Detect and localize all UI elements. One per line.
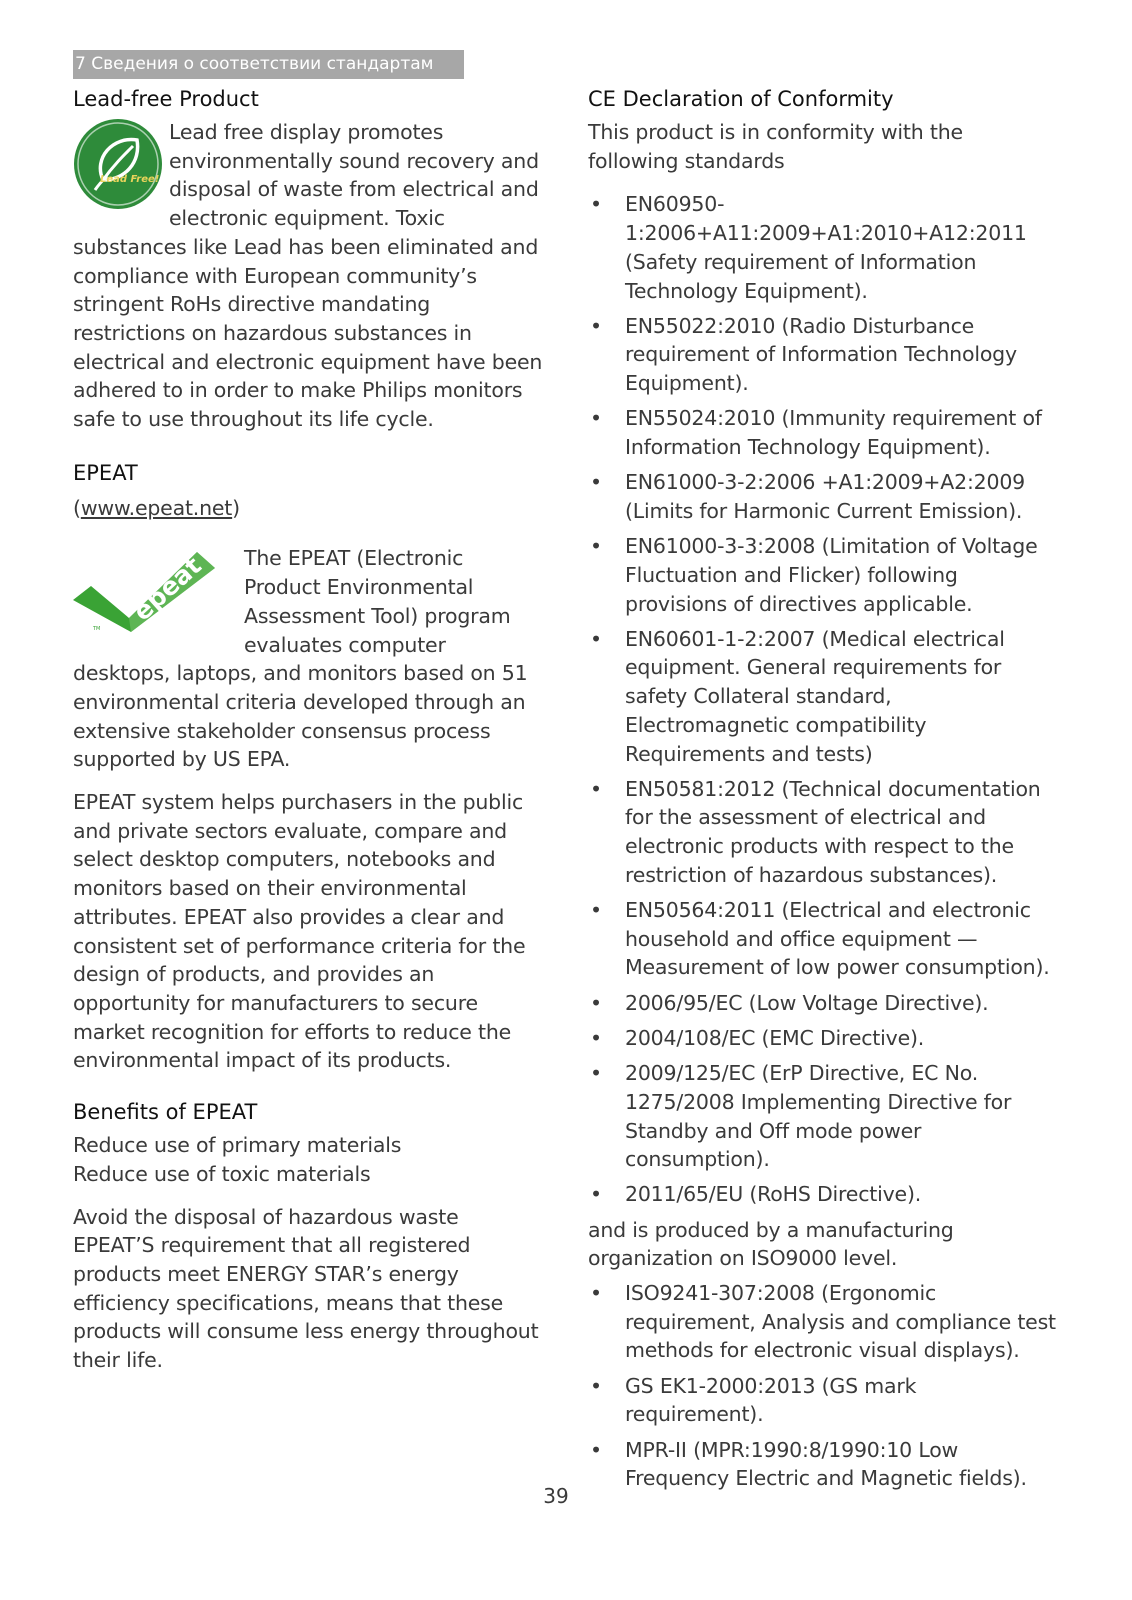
- ce-heading: CE Declaration of Conformity: [588, 87, 894, 111]
- svg-text:TM: TM: [93, 626, 101, 633]
- list-item: • GS EK1-2000:2013 (GS mark requirement).: [588, 1372, 1058, 1429]
- ce-intro: This product is in conformity with the following standards: [588, 120, 963, 173]
- epeat-link-line: (www.epeat.net): [73, 495, 240, 520]
- epeat-section: [73, 544, 543, 774]
- list-item: • 2006/95/EC (Low Voltage Directive).: [588, 989, 1058, 1018]
- list-item: • EN55024:2010 (Immunity requirement of Information Technology Equipment).: [588, 404, 1058, 461]
- list-item: • EN61000-3-2:2006 +A1:2009+A2:2009 (Limits for Harmonic Current Emission).: [588, 468, 1058, 525]
- epeat-paragraph: EPEAT system helps purchasers in the public and private sectors evaluate, compare and select desktop computers, notebooks and monitors based on their environmental attributes. EPEAT also provides a clear and consistent set of performance criteria for the design of products, and provides an opportunity for manufacturers to secure market recognition for efforts to reduce the environmental impact of its products.: [73, 790, 526, 1073]
- page-number: 39: [543, 1484, 569, 1508]
- manufacturing-text: and is produced by a manufacturing organization on ISO9000 level.: [588, 1217, 954, 1271]
- list-item: • EN50581:2012 (Technical documentation for the assessment of electrical and electronic products with respect to the restriction of hazardous substances).: [588, 775, 1058, 890]
- list-item: • EN60950-1:2006+A11:2009+A1:2010+A12:2011 (Safety requirement of Information Technology Equipment).: [588, 190, 1058, 305]
- epeat-logo-icon: [73, 548, 216, 638]
- leadfree-heading: Lead-free Product: [73, 87, 259, 111]
- standards-list-2: [588, 1279, 1058, 1493]
- section-header-text: 7 Сведения о соответствии стандартам: [75, 54, 434, 74]
- list-item: • ISO9241-307:2008 (Ergonomic requirement, Analysis and compliance test methods for electronic visual displays).: [588, 1279, 1058, 1365]
- list-item: • EN55022:2010 (Radio Disturbance requirement of Information Technology Equipment).: [588, 312, 1058, 398]
- right-column: [588, 84, 1058, 1499]
- svg-text:epeat: epeat: [127, 551, 207, 627]
- list-item: • EN60601-1-2:2007 (Medical electrical equipment. General requirements for safety Collateral standard, Electromagnetic compatibility Requirements and tests): [588, 625, 1058, 769]
- epeat-intro-text: The EPEAT (Electronic Product Environmental Assessment Tool) program evaluates computer desktops, laptops, and monitors based on 51 environmental criteria developed through an extensive stakeholder consensus process supported by US EPA.: [73, 546, 528, 772]
- leadfree-section: [73, 118, 543, 434]
- benefits-heading: Benefits of EPEAT: [73, 1100, 258, 1125]
- list-item: • 2009/125/EC (ErP Directive, EC No. 1275/2008 Implementing Directive for Standby and Off mode power consumption).: [588, 1059, 1058, 1174]
- list-item: • 2004/108/EC (EMC Directive).: [588, 1024, 1058, 1053]
- epeat-heading: EPEAT: [73, 460, 138, 485]
- list-item: • 2011/65/EU (RoHS Directive).: [588, 1180, 1058, 1209]
- epeat-link[interactable]: www.epeat.net: [80, 495, 233, 520]
- benefits-line-2: Reduce use of toxic materials: [73, 1161, 371, 1186]
- list-item: • EN61000-3-3:2008 (Limitation of Voltage Fluctuation and Flicker) following provisions of directives applicable.: [588, 532, 1058, 618]
- list-item: • MPR-II (MPR:1990:8/1990:10 Low Frequency Electric and Magnetic fields).: [588, 1436, 1058, 1493]
- standards-list: [588, 190, 1058, 1209]
- list-item: • EN50564:2011 (Electrical and electronic household and office equipment — Measurement of low power consumption).: [588, 896, 1058, 982]
- lead-free-logo-icon: [73, 118, 163, 214]
- benefits-paragraph: Avoid the disposal of hazardous waste EPEAT’S requirement that all registered products meet ENERGY STAR’s energy efficiency specifications, means that these products will consume less energy throughout their life.: [73, 1204, 539, 1373]
- benefits-line-1: Reduce use of primary materials: [73, 1133, 402, 1158]
- svg-text:Lead Free!: Lead Free!: [100, 174, 160, 185]
- section-header-tab: [73, 50, 464, 79]
- leadfree-text: Lead free display promotes environmentally sound recovery and disposal of waste from electrical and electronic equipment. Toxic substances like Lead has been eliminated and compliance with European community’s stringent RoHs directive mandating restrictions on hazardous substances in electrical and electronic equipment have been adhered to in order to make Philips monitors safe to use throughout its life cycle.: [73, 120, 543, 432]
- left-column: [73, 84, 543, 1375]
